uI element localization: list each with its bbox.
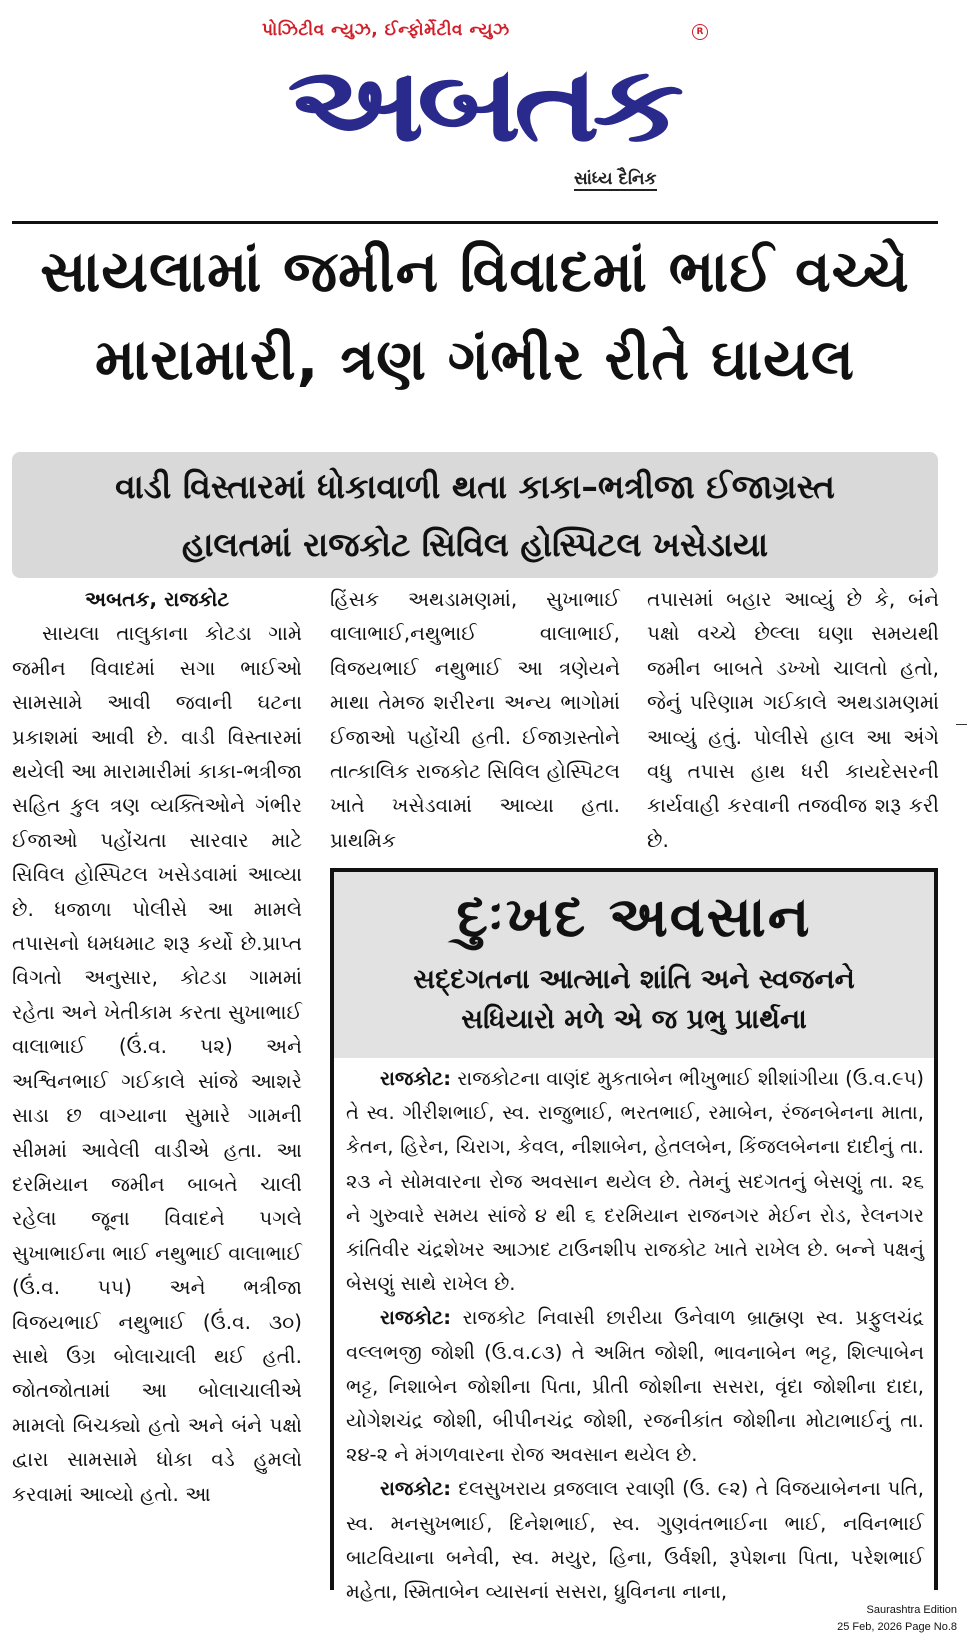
deck-line-2: હાલતમાં રાજકોટ સિવિલ હોસ્પિટલ ખસેડાયા	[181, 525, 769, 564]
obituary-title: દુઃખદ અવસાન	[456, 885, 812, 950]
edition-date-page: 25 Feb, 2026 Page No.8	[837, 1621, 957, 1633]
edition-footer	[837, 1602, 957, 1636]
article-paragraph: તપાસમાં બહાર આવ્યું છે કે, બંને પક્ષો વચ્ચે છેલ્લા ઘણા સમયથી જમીન બાબતે ડખ્ખો ચાલતો હતો, જેનું પરિણામ ગઈકાલે અથડામણમાં આવ્યું હતું. પોલીસે હાલ આ અંગે વધુ તપાસ હાથ ધરી કાયદેસરની કાર્યવાહી કરવાની તજવીજ શરૂ કરી છે.	[647, 587, 939, 852]
edition-name: Saurashtra Edition	[866, 1604, 957, 1616]
masthead-subtitle: સાંધ્ય દૈનિક	[574, 169, 657, 189]
margin-mark	[956, 724, 967, 725]
article-column-2	[330, 582, 620, 857]
main-headline	[12, 228, 938, 404]
deck-line-1: વાડી વિસ્તારમાં ધોકાવાળી થતા કાકા–ભત્રીજા ઈજાગ્રસ્ત	[115, 467, 835, 506]
obituary-box	[330, 868, 938, 1604]
obituary-entry	[346, 1472, 924, 1609]
article-column-3	[647, 582, 939, 857]
obituary-place: રાજકોટ:	[380, 1477, 452, 1501]
obituary-place: રાજકોટ:	[380, 1306, 452, 1330]
obituary-text: રાજકોટ નિવાસી છારીયા ઉનેવાળ બ્રાહ્મણ સ્વ. પ્રફુલચંદ્ર વલ્લભજી જોશી (ઉ.વ.૮૩) તે અમિત જોશી, ભાવનાબેન ભટ્ટ, શિલ્પાબેન ભટ્ટ, નિશાબેન જોશીના પિતા, પ્રીતી જોશીના સસરા, વૃંદા જોશીના દાદા, યોગેશચંદ્ર જોશી, બીપીનચંદ્ર જોશી, રજનીકાંત જોશીના મોટાભાઈનું તા. ૨૪-૨ ને મંગળવારના રોજ અવસાન થયેલ છે.	[346, 1306, 924, 1467]
article-paragraph: સાયલા તાલુકાના કોટડા ગામે જમીન વિવાદમાં સગા ભાઈઓ સામસામે આવી જવાની ઘટના પ્રકાશમાં આવી છે. વાડી વિસ્તારમાં થયેલી આ મારામારીમાં કાકા-ભત્રીજા સહિત કુલ ત્રણ વ્યક્તિઓને ગંભીર ઈજાઓ પહોંચતા સારવાર માટે સિવિલ હોસ્પિટલ ખસેડવામાં આવ્યા છે. ધજાળા પોલીસે આ મામલે તપાસનો ધમધમાટ શરૂ કર્યો છે.પ્રાપ્ત વિગતો અનુસાર, કોટડા ગામમાં રહેતા અને ખેતીકામ કરતા સુખાભાઈ વાલાભાઈ (ઉં.વ. ૫૨) અને અશ્વિનભાઈ ગઈકાલે સાંજે આશરે સાડા છ વાગ્યાના સુમારે ગામની સીમમાં આવેલી વાડીએ હતા. આ દરમિયાન જમીન બાબતે ચાલી રહેલા જૂના વિવાદને પગલે સુખાભાઈના ભાઈ નથુભાઈ વાલાભાઈ (ઉં.વ. ૫૫) અને ભત્રીજા વિજયભાઈ નથુભાઈ (ઉં.વ. ૩૦) સાથે ઉગ્ર બોલાચાલી થઈ હતી. જોતજોતામાં આ બોલાચાલીએ મામલો બિચક્યો હતો અને બંને પક્ષો દ્વારા સામસામે ધોકા વડે હુમલો કરવામાં આવ્યો હતો. આ	[12, 621, 302, 1506]
article-column-1	[12, 582, 302, 1511]
newspaper-logo	[258, 44, 706, 164]
obituary-subtitle-2: સધિયારો મળે એ જ પ્રભુ પ્રાર્થના	[461, 1004, 807, 1035]
obituary-subtitle-1: સદ્દગતના આત્માને શાંતિ અને સ્વજનને	[413, 964, 855, 995]
obituary-place: રાજકોટ:	[380, 1067, 452, 1090]
registered-mark-icon: R	[692, 24, 708, 40]
obituary-header	[334, 872, 934, 1058]
masthead-tagline: પોઝિટીવ ન્યુઝ, ઈન્ફોર્મેટીવ ન્યુઝ	[262, 20, 510, 40]
masthead-divider	[12, 221, 938, 224]
obituary-entry	[346, 1062, 924, 1301]
headline-line-2: મારામારી, ત્રણ ગંભીર રીતે ઘાયલ	[95, 327, 855, 393]
obituary-entry	[346, 1301, 924, 1472]
article-byline: અબતક, રાજકોટ	[84, 587, 230, 611]
masthead	[0, 0, 967, 215]
obituary-text: રાજકોટના વાણંદ મુકતાબેન ભીખુભાઈ શીશાંગીયા (ઉ.વ.૯૫) તે સ્વ. ગીરીશભાઈ, સ્વ. રાજુભાઈ, ભરતભાઈ, રમાબેન, રંજનબેનના માતા, કેતન, હિરેન, ચિરાગ, કેવલ, નીશાબેન, હેતલબેન, કિંજલબેનના દાદીનું તા. ૨૩ ને સોમવારના રોજ અવસાન થયેલ છે. તેમનું સદગતનું બેસણું તા. ૨૬ ને ગુરુવારે સમય સાંજે ૪ થી ૬ દરમિયાન રાજનગર મેઈન રોડ, રેલનગર કાંતિવીર ચંદ્રશેખર આઝાદ ટાઉનશીપ રાજકોટ ખાતે રાખેલ છે. બન્ને પક્ષનું બેસણું સાથે રાખેલ છે.	[346, 1067, 924, 1296]
headline-line-1: સાયલામાં જમીન વિવાદમાં ભાઈ વચ્ચે	[40, 239, 910, 305]
obituary-text: દલસુખરાય વ્રજલાલ રવાણી (ઉ. ૯૨) તે વિજયાબેનના પતિ, સ્વ. મનસુખભાઈ, દિનેશભાઈ, સ્વ. ગુણવંતભાઈના ભાઈ, નવિનભાઈ બાટવિયાના બનેવી, સ્વ. મયુર, હિના, ઉર્વશી, રૂપેશના પિતા, પરેશભાઈ મહેતા, સ્મિતાબેન વ્યાસનાં સસરા, ધ્રુવિનના નાના,	[346, 1477, 924, 1604]
sub-headline-deck	[12, 452, 938, 578]
obituary-list	[334, 1058, 934, 1609]
article-paragraph: હિંસક અથડામણમાં, સુખાભાઈ વાલાભાઈ,નથુભાઈ વાલાભાઈ, વિજયભાઈ નથુભાઈ આ ત્રણેયને માથા તેમજ શરીરના અન્ય ભાગોમાં ઈજાઓ પહોંચી હતી. ઈજાગ્રસ્તોને તાત્કાલિક રાજકોટ સિવિલ હોસ્પિટલ ખાતે ખસેડવામાં આવ્યા હતા. પ્રાથમિક	[330, 587, 620, 852]
logo-text: અબતક	[287, 43, 677, 165]
